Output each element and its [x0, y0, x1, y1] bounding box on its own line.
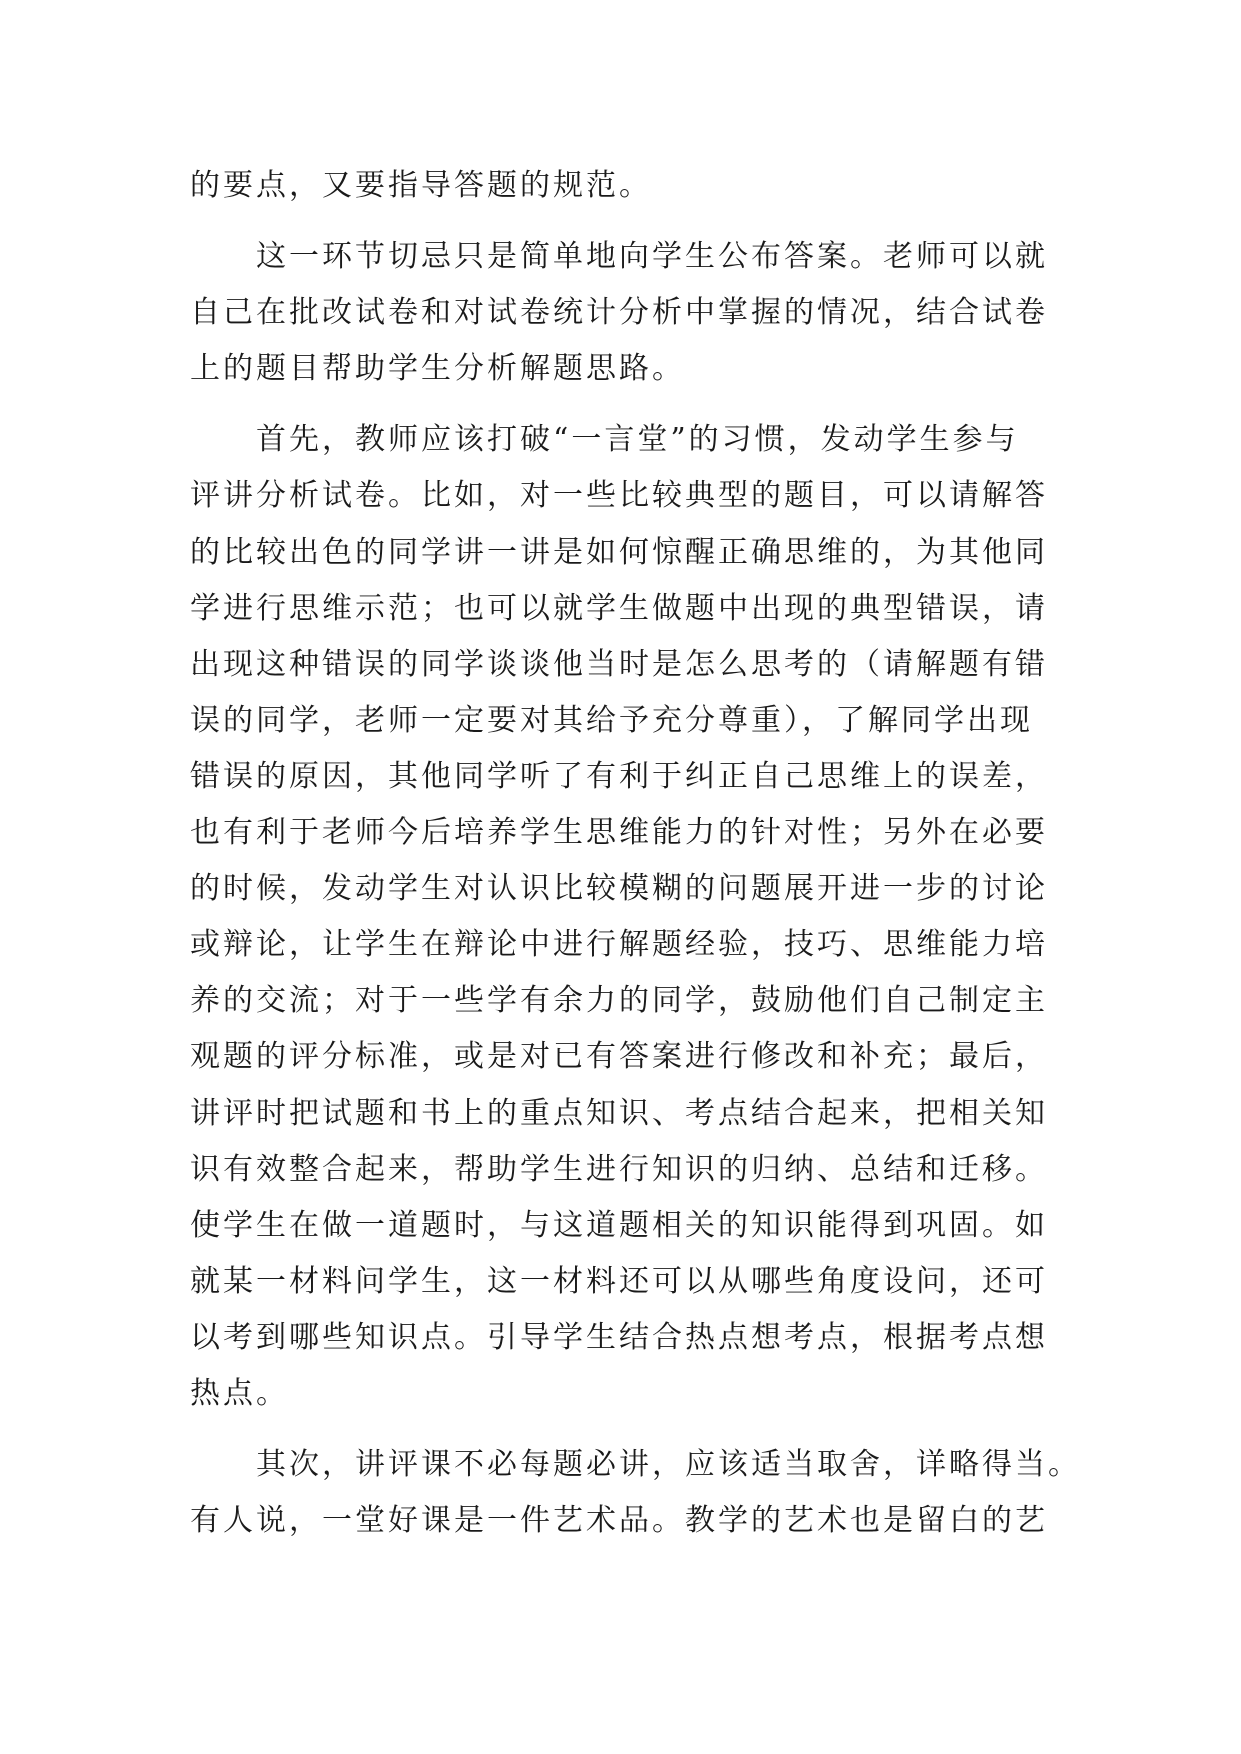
- text-line: 自己在批改试卷和对试卷统计分析中掌握的情况，结合试卷: [190, 295, 1048, 331]
- body-text: [190, 158, 1081, 1549]
- text-line: 使学生在做一道题时，与这道题相关的知识能得到巩固。如: [190, 1207, 1048, 1243]
- text-line: 出现这种错误的同学谈谈他当时是怎么思考的（请解题有错: [190, 646, 1048, 682]
- paragraph-gap: [190, 397, 1050, 412]
- text-line: 其次，讲评课不必每题必讲，应该适当取舍，详略得当。: [190, 1447, 1081, 1483]
- text-line: 识有效整合起来，帮助学生进行知识的归纳、总结和迁移。: [190, 1151, 1048, 1187]
- text-line: 就某一材料问学生，这一材料还可以从哪些角度设问，还可: [190, 1263, 1048, 1299]
- text-line: 错误的原因，其他同学听了有利于纠正自己思维上的误差，: [190, 758, 1048, 794]
- text-line: 讲评时把试题和书上的重点知识、考点结合起来，把相关知: [190, 1095, 1048, 1131]
- text-line: 评讲分析试卷。比如，对一些比较典型的题目，可以请解答: [190, 478, 1048, 514]
- text-line: 也有利于老师今后培养学生思维能力的针对性；另外在必要: [190, 815, 1048, 851]
- text-line: 这一环节切忌只是简单地向学生公布答案。老师可以就: [190, 239, 1048, 275]
- text-line: 有人说，一堂好课是一件艺术品。教学的艺术也是留白的艺: [190, 1503, 1048, 1539]
- paragraph-gap: [190, 214, 1050, 229]
- text-line: 上的题目帮助学生分析解题思路。: [190, 351, 685, 387]
- text-line: 或辩论，让学生在辩论中进行解题经验，技巧、思维能力培: [190, 927, 1048, 963]
- text-line: 首先，教师应该打破“一言堂”的习惯，发动学生参与: [190, 422, 1019, 458]
- text-line: 观题的评分标准，或是对已有答案进行修改和补充；最后，: [190, 1039, 1048, 1075]
- text-line: 的比较出色的同学讲一讲是如何惊醒正确思维的，为其他同: [190, 534, 1048, 570]
- text-line: 误的同学，老师一定要对其给予充分尊重），了解同学出现: [190, 702, 1033, 738]
- text-line: 以考到哪些知识点。引导学生结合热点想考点，根据考点想: [190, 1319, 1048, 1355]
- text-line: 的要点，又要指导答题的规范。: [190, 168, 652, 203]
- text-line: 的时候，发动学生对认识比较模糊的问题展开进一步的讨论: [190, 871, 1048, 907]
- text-line: 学进行思维示范；也可以就学生做题中出现的典型错误，请: [190, 590, 1048, 626]
- text-line: 热点。: [190, 1375, 289, 1411]
- paragraph-gap: [190, 1422, 1050, 1437]
- text-line: 养的交流；对于一些学有余力的同学，鼓励他们自己制定主: [190, 983, 1048, 1019]
